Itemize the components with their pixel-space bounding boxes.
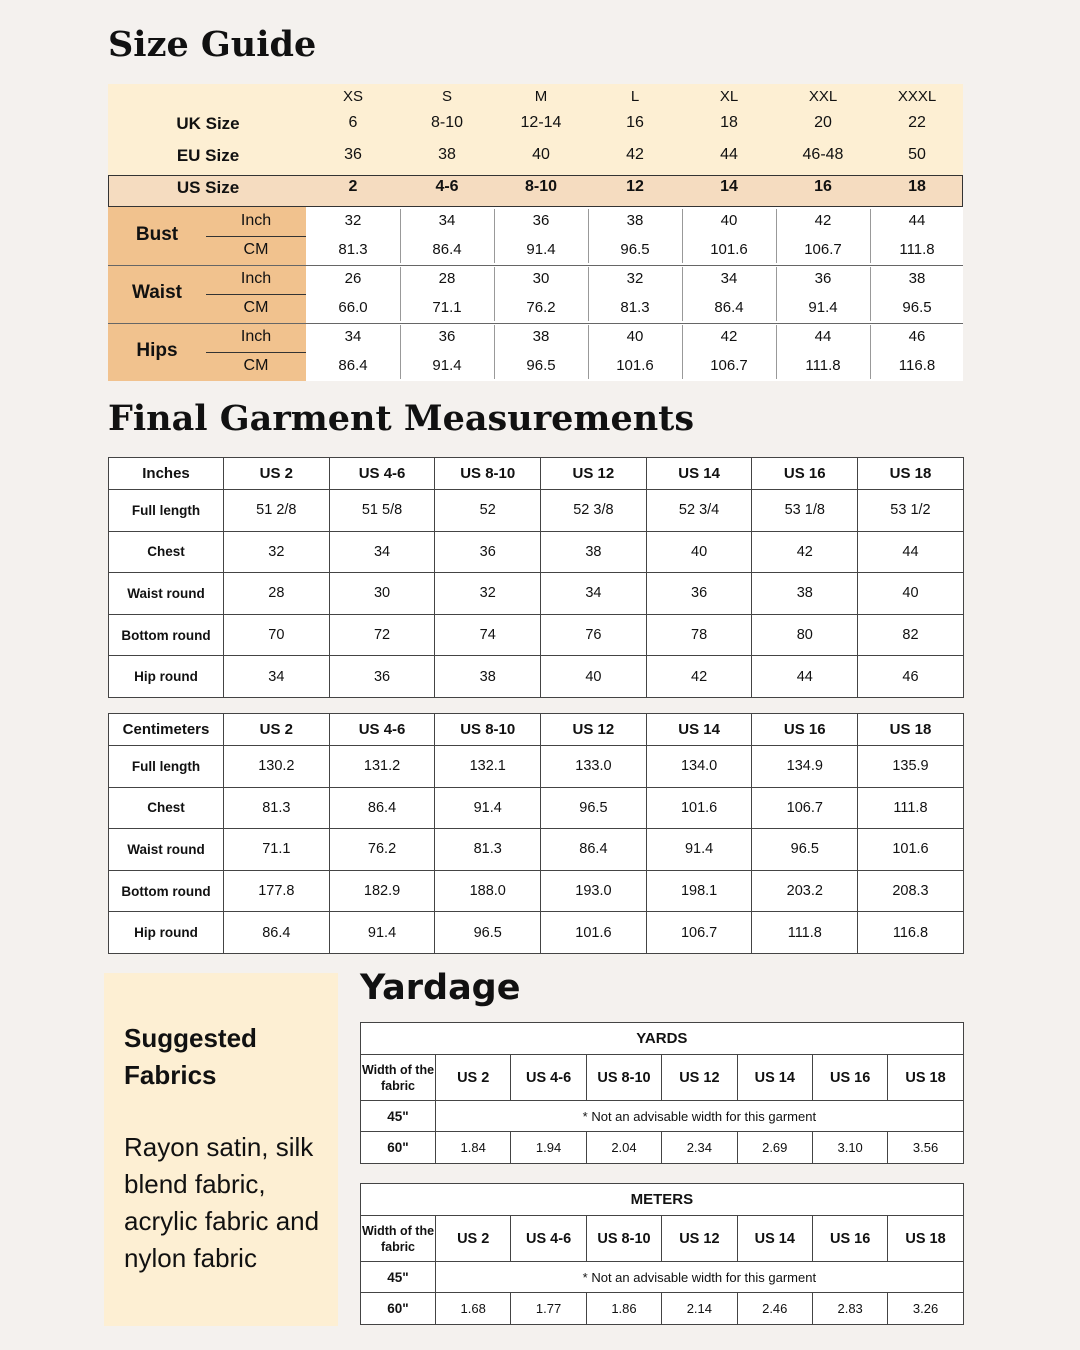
table-cell: 52 3/4 (646, 490, 752, 532)
unit-label-cm: CM (243, 299, 269, 316)
table-cell: 32 (224, 531, 330, 573)
size-column-header: US 2 (224, 714, 330, 746)
measure-value-cm: 111.8 (805, 357, 841, 374)
size-row-value: 44 (720, 146, 738, 163)
unit-divider (206, 294, 306, 295)
measure-value-cm: 91.4 (526, 241, 556, 258)
measure-value-cm: 86.4 (714, 299, 744, 316)
table-cell: 133.0 (541, 746, 647, 788)
table-cell: 76.2 (329, 829, 435, 871)
size-row-value: 22 (908, 114, 926, 131)
yardage-title: Yardage (360, 968, 521, 1008)
width-label: Width of the fabric (361, 1055, 436, 1101)
table-cell: 132.1 (435, 746, 541, 788)
table-cell: 40 (646, 531, 752, 573)
measure-value-inch: 38 (626, 212, 644, 229)
size-row-value: 12-14 (520, 114, 562, 131)
size-row-value: 36 (344, 146, 362, 163)
measure-value-inch: 36 (532, 212, 550, 229)
table-cell: 208.3 (858, 870, 964, 912)
table-cell: 34 (541, 573, 647, 615)
table-cell: 36 (435, 531, 541, 573)
measure-value-inch: 40 (626, 328, 644, 345)
table-cell: 177.8 (224, 870, 330, 912)
table-cell: 36 (329, 656, 435, 698)
table-cell: 111.8 (752, 912, 858, 954)
size-row-value: 12 (626, 178, 644, 195)
size-column-header: US 18 (858, 714, 964, 746)
size-column-header: US 12 (662, 1216, 737, 1262)
measure-value-inch: 42 (814, 212, 832, 229)
size-guide-table (108, 84, 963, 382)
table-cell: 74 (435, 614, 541, 656)
header-row (361, 1216, 964, 1262)
table-cell: 72 (329, 614, 435, 656)
size-row-value: 42 (626, 146, 644, 163)
table-cell: 2.46 (737, 1293, 812, 1325)
row-label: Chest (109, 531, 224, 573)
size-column-header: US 14 (646, 458, 752, 490)
table-cell: 203.2 (752, 870, 858, 912)
unit-divider (206, 236, 306, 237)
table-caption: YARDS (361, 1023, 964, 1055)
measure-group-label: Bust (135, 224, 179, 245)
table-cell: 182.9 (329, 870, 435, 912)
table-cell: 96.5 (752, 829, 858, 871)
table-cell: 101.6 (858, 829, 964, 871)
measure-value-cm: 71.1 (432, 299, 462, 316)
table-cell: 106.7 (752, 787, 858, 829)
measure-value-inch: 44 (814, 328, 832, 345)
size-header-2: M (534, 88, 548, 105)
table-cell: 76 (541, 614, 647, 656)
width-label: Width of the fabric (361, 1216, 436, 1262)
suggested-fabrics-heading: Suggested Fabrics (124, 1023, 257, 1090)
table-row (109, 490, 964, 532)
table-cell: 80 (752, 614, 858, 656)
table-row (109, 531, 964, 573)
table-cell: 51 5/8 (329, 490, 435, 532)
final-garment-title: Final Garment Measurements (108, 398, 695, 439)
row-label: Chest (109, 787, 224, 829)
measure-value-inch: 42 (720, 328, 738, 345)
measure-value-cm: 91.4 (432, 357, 462, 374)
size-row-value: 2 (348, 178, 358, 195)
caption-row (361, 1184, 964, 1216)
table-cell: 42 (646, 656, 752, 698)
table-cell: 1.86 (586, 1293, 661, 1325)
table-caption: METERS (361, 1184, 964, 1216)
measure-value-inch: 28 (438, 270, 456, 287)
size-row-value: 18 (720, 114, 738, 131)
measure-value-inch: 38 (532, 328, 550, 345)
yardage-yards-table (360, 1022, 964, 1164)
unit-label-cm: CM (243, 241, 269, 258)
table-cell: 53 1/2 (858, 490, 964, 532)
unit-divider (206, 352, 306, 353)
measure-value-cm: 106.7 (710, 357, 748, 374)
size-column-header: US 4-6 (329, 714, 435, 746)
size-row-value: 40 (532, 146, 550, 163)
table-row (109, 614, 964, 656)
table-cell: 78 (646, 614, 752, 656)
size-row-value: 6 (348, 114, 358, 131)
header-row (109, 458, 964, 490)
measure-group-label: Hips (136, 340, 178, 361)
size-header-6: XXXL (897, 88, 937, 105)
table-cell: 51 2/8 (224, 490, 330, 532)
measure-value-cm: 96.5 (620, 241, 650, 258)
size-row-value: 8-10 (524, 178, 558, 195)
size-row-value: 8-10 (430, 114, 464, 131)
table-cell: 42 (752, 531, 858, 573)
measure-value-cm: 111.8 (899, 241, 935, 258)
table-cell: 71.1 (224, 829, 330, 871)
table-cell: 86.4 (224, 912, 330, 954)
measure-value-inch: 34 (720, 270, 738, 287)
table-row (109, 912, 964, 954)
size-column-header: US 12 (541, 458, 647, 490)
table-row (109, 787, 964, 829)
measure-value-inch: 38 (908, 270, 926, 287)
table-cell: 86.4 (329, 787, 435, 829)
size-header-0: XS (342, 88, 363, 105)
table-cell: 40 (541, 656, 647, 698)
measure-value-inch: 36 (814, 270, 832, 287)
table-cell: 101.6 (541, 912, 647, 954)
table-cell: 91.4 (646, 829, 752, 871)
table-cell: 34 (224, 656, 330, 698)
table-cell: 30 (329, 573, 435, 615)
table-cell: 130.2 (224, 746, 330, 788)
measure-value-inch: 26 (344, 270, 362, 287)
table-cell: 106.7 (646, 912, 752, 954)
size-column-header: US 2 (436, 1055, 511, 1101)
size-row-label-1: EU Size (176, 146, 240, 165)
table-cell: 131.2 (329, 746, 435, 788)
corner-label: Inches (109, 458, 224, 490)
group-divider (108, 265, 963, 266)
table-cell: 134.9 (752, 746, 858, 788)
table-cell: 34 (329, 531, 435, 573)
size-row-value: 18 (908, 178, 926, 195)
table-cell: 53 1/8 (752, 490, 858, 532)
size-header-3: L (630, 88, 640, 105)
not-advisable-note: * Not an advisable width for this garment (436, 1262, 964, 1293)
size-column-header: US 4-6 (511, 1055, 586, 1101)
table-cell: 2.69 (737, 1132, 812, 1164)
measure-value-cm: 96.5 (526, 357, 556, 374)
size-row-value: 4-6 (435, 178, 459, 195)
measure-value-inch: 46 (908, 328, 926, 345)
size-column-header: US 14 (646, 714, 752, 746)
row-label: 45" (361, 1262, 436, 1293)
row-label: Full length (109, 746, 224, 788)
table-cell: 96.5 (541, 787, 647, 829)
table-cell: 82 (858, 614, 964, 656)
row-label: Full length (109, 490, 224, 532)
table-cell: 1.68 (436, 1293, 511, 1325)
table-cell: 198.1 (646, 870, 752, 912)
table-cell: 1.94 (511, 1132, 586, 1164)
table-cell: 1.84 (436, 1132, 511, 1164)
row-label: 60" (361, 1293, 436, 1325)
table-row (109, 870, 964, 912)
table-cell: 135.9 (858, 746, 964, 788)
header-row (361, 1055, 964, 1101)
size-column-header: US 2 (224, 458, 330, 490)
size-guide-measure-grid (108, 207, 963, 382)
row-45 (361, 1101, 964, 1132)
measure-value-cm: 81.3 (620, 299, 650, 316)
size-column-header: US 16 (812, 1216, 887, 1262)
table-cell: 2.34 (662, 1132, 737, 1164)
table-row (109, 829, 964, 871)
not-advisable-note: * Not an advisable width for this garment (436, 1101, 964, 1132)
size-column-header: US 18 (888, 1216, 963, 1262)
table-cell: 91.4 (329, 912, 435, 954)
corner-label: Centimeters (109, 714, 224, 746)
row-label: Waist round (109, 573, 224, 615)
table-cell: 3.10 (812, 1132, 887, 1164)
table-cell: 101.6 (646, 787, 752, 829)
yardage-meters-table (360, 1183, 964, 1325)
row-45 (361, 1262, 964, 1293)
row-label: Bottom round (109, 870, 224, 912)
measure-value-cm: 106.7 (804, 241, 842, 258)
table-cell: 70 (224, 614, 330, 656)
table-cell: 134.0 (646, 746, 752, 788)
size-column-header: US 8-10 (435, 714, 541, 746)
size-header-5: XXL (808, 88, 838, 105)
garment-cm-table (108, 713, 964, 954)
table-cell: 91.4 (435, 787, 541, 829)
row-label: Hip round (109, 656, 224, 698)
table-cell: 28 (224, 573, 330, 615)
size-column-header: US 14 (737, 1216, 812, 1262)
size-row-label-2: US Size (176, 178, 240, 197)
table-cell: 40 (858, 573, 964, 615)
size-column-header: US 16 (752, 714, 858, 746)
measure-value-cm: 86.4 (432, 241, 462, 258)
measure-value-inch: 32 (344, 212, 362, 229)
size-column-header: US 8-10 (586, 1055, 661, 1101)
table-cell: 86.4 (541, 829, 647, 871)
size-row-value: 14 (720, 178, 738, 195)
measure-value-inch: 34 (344, 328, 362, 345)
unit-label-inch: Inch (240, 328, 272, 345)
measure-value-cm: 81.3 (338, 241, 368, 258)
size-row-value: 46-48 (802, 146, 844, 163)
table-cell: 2.14 (662, 1293, 737, 1325)
header-row (109, 714, 964, 746)
size-column-header: US 16 (812, 1055, 887, 1101)
size-row-label-0: UK Size (176, 114, 240, 133)
table-cell: 46 (858, 656, 964, 698)
size-row-value: 50 (908, 146, 926, 163)
measure-value-inch: 36 (438, 328, 456, 345)
size-column-header: US 16 (752, 458, 858, 490)
measure-group-label: Waist (132, 282, 182, 303)
table-cell: 81.3 (435, 829, 541, 871)
unit-label-inch: Inch (240, 212, 272, 229)
row-label: 45" (361, 1101, 436, 1132)
size-column-header: US 18 (888, 1055, 963, 1101)
table-cell: 36 (646, 573, 752, 615)
measure-value-cm: 101.6 (710, 241, 748, 258)
table-row (109, 746, 964, 788)
garment-inches-table (108, 457, 964, 698)
measure-value-inch: 44 (908, 212, 926, 229)
table-cell: 81.3 (224, 787, 330, 829)
unit-label-cm: CM (243, 357, 269, 374)
measure-value-inch: 40 (720, 212, 738, 229)
size-row-value: 38 (438, 146, 456, 163)
size-column-header: US 4-6 (329, 458, 435, 490)
size-column-header: US 4-6 (511, 1216, 586, 1262)
table-cell: 38 (541, 531, 647, 573)
table-cell: 44 (858, 531, 964, 573)
table-cell: 52 (435, 490, 541, 532)
unit-label-inch: Inch (240, 270, 272, 287)
suggested-fabrics-panel (104, 973, 338, 1326)
size-row-value: 16 (814, 178, 832, 195)
row-label: Waist round (109, 829, 224, 871)
table-cell: 3.26 (888, 1293, 963, 1325)
table-cell: 116.8 (858, 912, 964, 954)
table-cell: 193.0 (541, 870, 647, 912)
size-column-header: US 14 (737, 1055, 812, 1101)
row-label: Hip round (109, 912, 224, 954)
row-60 (361, 1132, 964, 1164)
measure-value-cm: 86.4 (338, 357, 368, 374)
table-cell: 3.56 (888, 1132, 963, 1164)
table-cell: 38 (435, 656, 541, 698)
size-guide-title: Size Guide (108, 24, 317, 65)
group-divider (108, 323, 963, 324)
caption-row (361, 1023, 964, 1055)
table-cell: 96.5 (435, 912, 541, 954)
suggested-fabrics-text: Rayon satin, silk blend fabric, acrylic fabric and nylon fabric (124, 1132, 320, 1273)
measure-value-cm: 91.4 (808, 299, 838, 316)
size-column-header: US 8-10 (586, 1216, 661, 1262)
size-header-1: S (441, 88, 452, 105)
table-cell: 2.04 (586, 1132, 661, 1164)
measure-value-cm: 96.5 (902, 299, 932, 316)
size-row-value: 16 (626, 114, 644, 131)
measure-value-cm: 66.0 (338, 299, 368, 316)
measure-value-inch: 34 (438, 212, 456, 229)
table-row (109, 573, 964, 615)
row-label: Bottom round (109, 614, 224, 656)
measure-value-inch: 30 (532, 270, 550, 287)
table-row (109, 656, 964, 698)
table-cell: 2.83 (812, 1293, 887, 1325)
table-cell: 38 (752, 573, 858, 615)
measure-value-inch: 32 (626, 270, 644, 287)
size-column-header: US 8-10 (435, 458, 541, 490)
size-column-header: US 2 (436, 1216, 511, 1262)
measure-value-cm: 116.8 (898, 357, 936, 374)
size-column-header: US 18 (858, 458, 964, 490)
measure-value-cm: 76.2 (526, 299, 556, 316)
row-label: 60" (361, 1132, 436, 1164)
size-column-header: US 12 (662, 1055, 737, 1101)
table-cell: 188.0 (435, 870, 541, 912)
table-cell: 1.77 (511, 1293, 586, 1325)
size-header-4: XL (719, 88, 739, 105)
row-60 (361, 1293, 964, 1325)
table-cell: 111.8 (858, 787, 964, 829)
size-row-value: 20 (814, 114, 832, 131)
table-cell: 52 3/8 (541, 490, 647, 532)
measure-value-cm: 101.6 (616, 357, 654, 374)
size-column-header: US 12 (541, 714, 647, 746)
table-cell: 32 (435, 573, 541, 615)
table-cell: 44 (752, 656, 858, 698)
